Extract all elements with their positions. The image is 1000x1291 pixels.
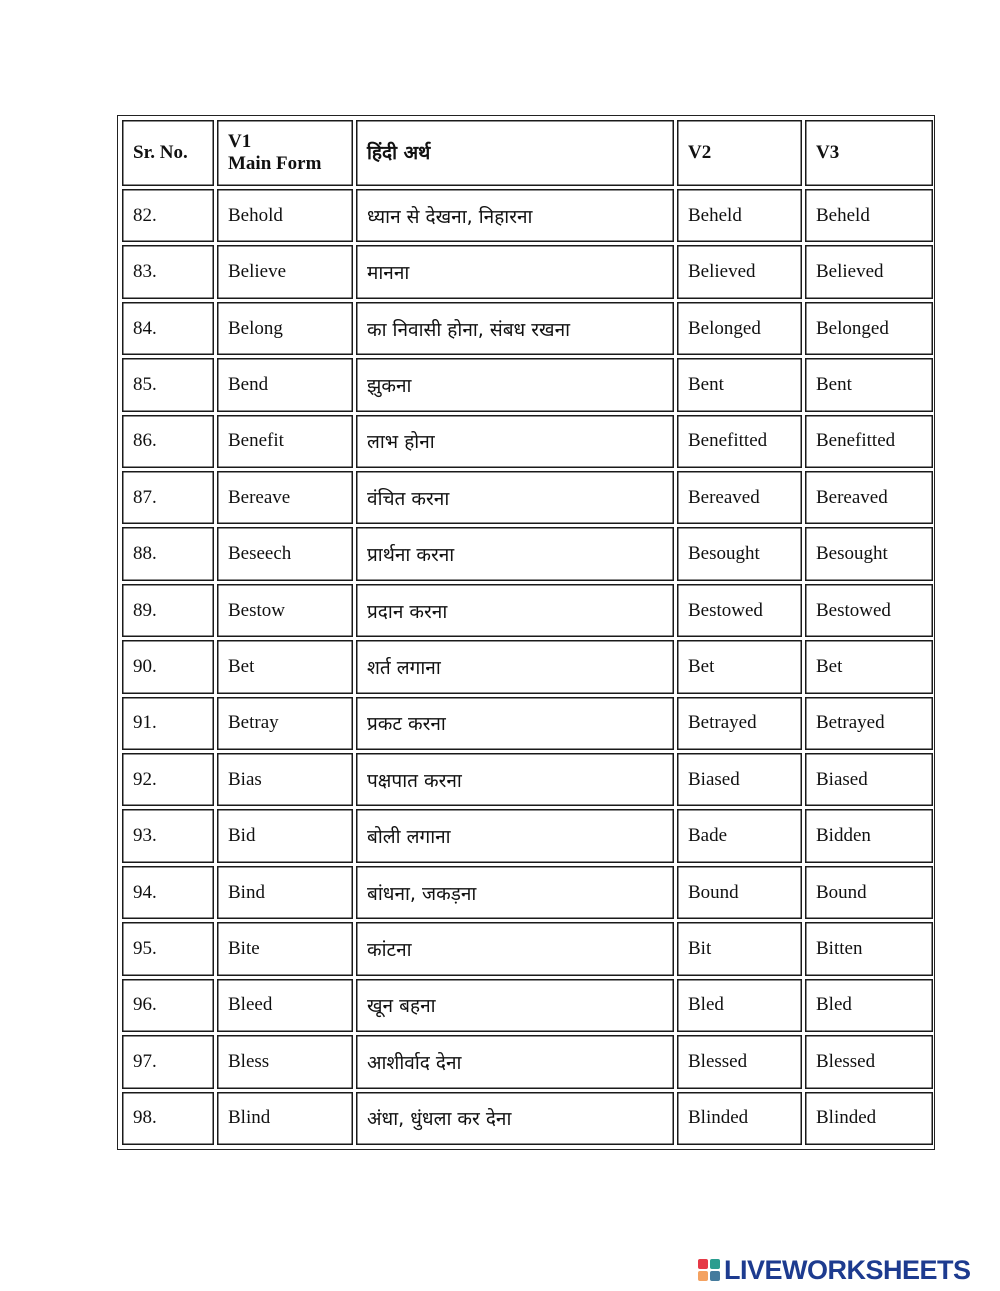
cell-v3: Bidden bbox=[805, 809, 933, 862]
cell-v1: Believe bbox=[217, 245, 353, 298]
header-v1-line1: V1 bbox=[228, 131, 252, 152]
cell-hindi-meaning: बांधना, जकड़ना bbox=[356, 866, 674, 919]
cell-v2: Beheld bbox=[677, 189, 802, 242]
cell-v1: Bias bbox=[217, 753, 353, 806]
verb-forms-table bbox=[119, 117, 936, 1148]
table-row bbox=[122, 1092, 933, 1146]
cell-v1: Betray bbox=[217, 697, 353, 750]
table-row bbox=[122, 753, 933, 806]
cell-sr-no: 91. bbox=[122, 697, 214, 750]
cell-v2: Bit bbox=[677, 922, 802, 975]
cell-v2: Bade bbox=[677, 809, 802, 862]
cell-hindi-meaning: आशीर्वाद देना bbox=[356, 1035, 674, 1088]
cell-v3: Bent bbox=[805, 358, 933, 411]
cell-hindi-meaning: प्रकट करना bbox=[356, 697, 674, 750]
cell-v2: Blessed bbox=[677, 1035, 802, 1088]
header-hindi-meaning: हिंदी अर्थ bbox=[356, 120, 674, 186]
header-row bbox=[122, 120, 933, 186]
cell-sr-no: 83. bbox=[122, 245, 214, 298]
cell-hindi-meaning: शर्त लगाना bbox=[356, 640, 674, 693]
cell-v3: Besought bbox=[805, 527, 933, 580]
cell-v1: Benefit bbox=[217, 415, 353, 468]
cell-hindi-meaning: का निवासी होना, संबध रखना bbox=[356, 302, 674, 355]
cell-sr-no: 88. bbox=[122, 527, 214, 580]
cell-v3: Bereaved bbox=[805, 471, 933, 524]
cell-sr-no: 86. bbox=[122, 415, 214, 468]
cell-v1: Bend bbox=[217, 358, 353, 411]
table-row bbox=[122, 979, 933, 1032]
cell-hindi-meaning: वंचित करना bbox=[356, 471, 674, 524]
cell-v3: Believed bbox=[805, 245, 933, 298]
cell-v2: Benefitted bbox=[677, 415, 802, 468]
cell-sr-no: 98. bbox=[122, 1092, 214, 1146]
cell-v1: Bind bbox=[217, 866, 353, 919]
header-v1-line2: Main Form bbox=[228, 153, 322, 174]
cell-v2: Believed bbox=[677, 245, 802, 298]
cell-v3: Blessed bbox=[805, 1035, 933, 1088]
cell-v2: Bet bbox=[677, 640, 802, 693]
cell-v3: Biased bbox=[805, 753, 933, 806]
cell-v3: Bled bbox=[805, 979, 933, 1032]
cell-v2: Bound bbox=[677, 866, 802, 919]
cell-hindi-meaning: झुकना bbox=[356, 358, 674, 411]
cell-v3: Bitten bbox=[805, 922, 933, 975]
cell-sr-no: 82. bbox=[122, 189, 214, 242]
cell-v1: Bet bbox=[217, 640, 353, 693]
cell-v3: Betrayed bbox=[805, 697, 933, 750]
cell-v3: Beheld bbox=[805, 189, 933, 242]
cell-v1: Beseech bbox=[217, 527, 353, 580]
cell-sr-no: 92. bbox=[122, 753, 214, 806]
cell-v1: Bless bbox=[217, 1035, 353, 1088]
table-row bbox=[122, 640, 933, 693]
cell-v1: Bereave bbox=[217, 471, 353, 524]
cell-v2: Blinded bbox=[677, 1092, 802, 1146]
table-row bbox=[122, 471, 933, 524]
table-row bbox=[122, 415, 933, 468]
cell-v3: Blinded bbox=[805, 1092, 933, 1146]
cell-v3: Bound bbox=[805, 866, 933, 919]
cell-v1: Blind bbox=[217, 1092, 353, 1146]
header-v1 bbox=[217, 120, 353, 186]
cell-v3: Belonged bbox=[805, 302, 933, 355]
cell-v1: Bleed bbox=[217, 979, 353, 1032]
table-row bbox=[122, 809, 933, 862]
table-row bbox=[122, 527, 933, 580]
table-row bbox=[122, 584, 933, 637]
table-row bbox=[122, 922, 933, 975]
table-row bbox=[122, 358, 933, 411]
cell-hindi-meaning: पक्षपात करना bbox=[356, 753, 674, 806]
cell-sr-no: 94. bbox=[122, 866, 214, 919]
cell-sr-no: 96. bbox=[122, 979, 214, 1032]
cell-sr-no: 95. bbox=[122, 922, 214, 975]
cell-hindi-meaning: खून बहना bbox=[356, 979, 674, 1032]
cell-sr-no: 85. bbox=[122, 358, 214, 411]
cell-hindi-meaning: प्रार्थना करना bbox=[356, 527, 674, 580]
verb-table-frame bbox=[117, 115, 935, 1150]
cell-hindi-meaning: लाभ होना bbox=[356, 415, 674, 468]
cell-hindi-meaning: मानना bbox=[356, 245, 674, 298]
brand-name: LIVEWORKSHEETS bbox=[724, 1254, 971, 1285]
cell-v1: Bid bbox=[217, 809, 353, 862]
table-row bbox=[122, 697, 933, 750]
cell-v3: Bet bbox=[805, 640, 933, 693]
cell-sr-no: 93. bbox=[122, 809, 214, 862]
table-row bbox=[122, 866, 933, 919]
cell-sr-no: 90. bbox=[122, 640, 214, 693]
cell-v2: Bestowed bbox=[677, 584, 802, 637]
table-row bbox=[122, 245, 933, 298]
cell-hindi-meaning: कांटना bbox=[356, 922, 674, 975]
cell-hindi-meaning: बोली लगाना bbox=[356, 809, 674, 862]
table-row bbox=[122, 189, 933, 242]
cell-v1: Behold bbox=[217, 189, 353, 242]
cell-v1: Bestow bbox=[217, 584, 353, 637]
cell-v1: Bite bbox=[217, 922, 353, 975]
cell-hindi-meaning: ध्यान से देखना, निहारना bbox=[356, 189, 674, 242]
header-v2: V2 bbox=[677, 120, 802, 186]
cell-v2: Belonged bbox=[677, 302, 802, 355]
cell-sr-no: 84. bbox=[122, 302, 214, 355]
liveworksheets-logo-icon bbox=[698, 1259, 720, 1281]
header-v3: V3 bbox=[805, 120, 933, 186]
cell-sr-no: 87. bbox=[122, 471, 214, 524]
cell-v3: Bestowed bbox=[805, 584, 933, 637]
cell-hindi-meaning: प्रदान करना bbox=[356, 584, 674, 637]
cell-v2: Biased bbox=[677, 753, 802, 806]
cell-sr-no: 89. bbox=[122, 584, 214, 637]
cell-v2: Bled bbox=[677, 979, 802, 1032]
cell-v2: Bent bbox=[677, 358, 802, 411]
cell-v3: Benefitted bbox=[805, 415, 933, 468]
cell-v1: Belong bbox=[217, 302, 353, 355]
cell-sr-no: 97. bbox=[122, 1035, 214, 1088]
header-sr-no: Sr. No. bbox=[122, 120, 214, 186]
cell-hindi-meaning: अंधा, धुंधला कर देना bbox=[356, 1092, 674, 1146]
table-row bbox=[122, 1035, 933, 1088]
cell-v2: Betrayed bbox=[677, 697, 802, 750]
liveworksheets-brand bbox=[698, 1255, 971, 1285]
table-row bbox=[122, 302, 933, 355]
cell-v2: Besought bbox=[677, 527, 802, 580]
cell-v2: Bereaved bbox=[677, 471, 802, 524]
